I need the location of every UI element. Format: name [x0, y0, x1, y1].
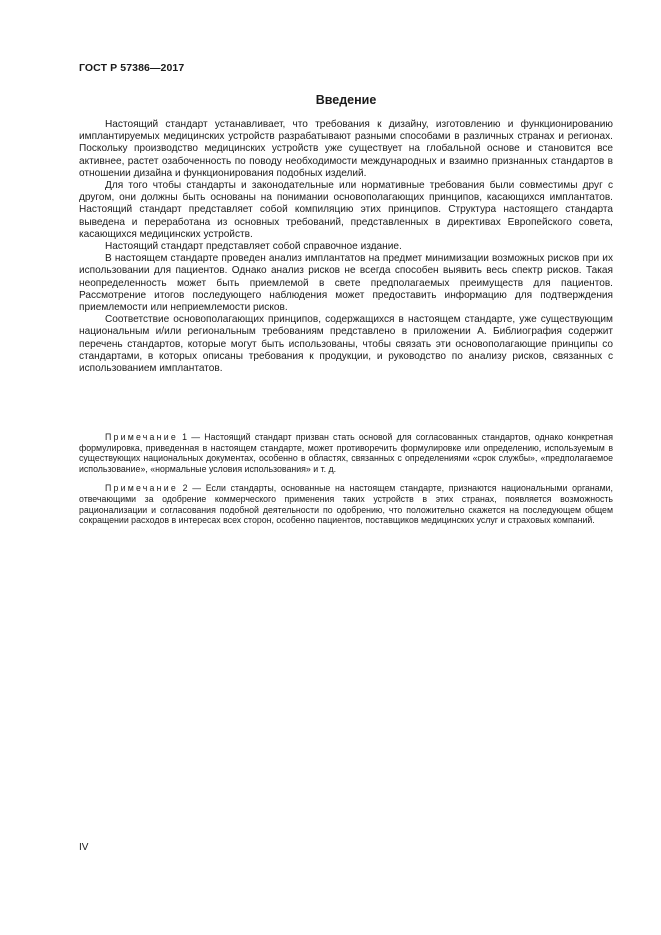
introduction-body — [79, 119, 613, 375]
note-text: 1 — Настоящий стандарт призван стать основой для согласованных стандартов, однако конкретная формулировка, приведенная в настоящем стандарте, может противоречить формулировке или определению, используемым в существующих национальных документах, особенно в областях, связанных с определениями «срок службы», «предполагаемое использование», «нормальные условия использования» и т. д. — [79, 432, 613, 474]
note-text: 2 — Если стандарты, основанные на настоящем стандарте, признаются национальными органами, отвечающими за одобрение коммерческого применения таких устройств в этих странах, появляется возможность рационализации и согласования подобной деятельности по одобрению, что положительно скажется на последующем общем сокращении расходов в интересах всех сторон, особенно пациентов, поставщиков медицинских услуг и страховых компаний. — [79, 483, 614, 526]
note-label: Примечание — [105, 483, 178, 494]
note — [79, 483, 613, 525]
note — [79, 432, 613, 474]
paragraph: Для того чтобы стандарты и законодательные или нормативные требования были совместимы друг с другом, они должны быть основаны на понимании основополагающих принципов, касающихся имплантатов. Настоящий стандарт представляет собой компиляцию этих принципов. Структура настоящего стандарта выведена и переработана из основных требований, представленных в директивах Европейского совета, касающихся медицинских устройств. — [79, 180, 613, 240]
section-title: Введение — [315, 93, 377, 107]
notes-section — [79, 432, 613, 535]
paragraph: Настоящий стандарт устанавливает, что требования к дизайну, изготовлению и функционированию имплантируемых медицинских устройств разрабатывают разными способами в различных странах и регионах. Поскольку производство медицинских устройств уже существует на глобальной основе и становится все активнее, растет озабоченность по поводу необходимости международных и взаимно признанных стандартов в отношении дизайна и функционирования подобных изделий. — [79, 119, 613, 179]
note-label: Примечание — [105, 432, 178, 442]
paragraph: В настоящем стандарте проведен анализ имплантатов на предмет минимизации возможных рисков при их использовании для пациентов. Однако анализ рисков не всегда способен выявить весь спектр рисков. Такая неопределенность может быть приемлемой в свете предполагаемых преимуществ для пациентов. Рассмотрение итогов последующего наблюдения может предоставить информацию для подтверждения приемлемости или неприемлемости рисков. — [79, 253, 613, 314]
paragraph: Настоящий стандарт представляет собой справочное издание. — [105, 241, 402, 253]
paragraph: Соответствие основополагающих принципов, содержащихся в настоящем стандарте, уже существующим национальным и/или региональным требованиям представлено в приложении А. Библиография содержит перечень стандартов, которые могут быть использованы, чтобы связать эти основополагающие принципы со стандартами, в которых описаны требования к продукции, и руководство по анализу рисков, связанных с использованием имплантатов. — [79, 314, 613, 375]
document-code: ГОСТ Р 57386—2017 — [79, 62, 185, 74]
page-number: IV — [79, 842, 89, 853]
